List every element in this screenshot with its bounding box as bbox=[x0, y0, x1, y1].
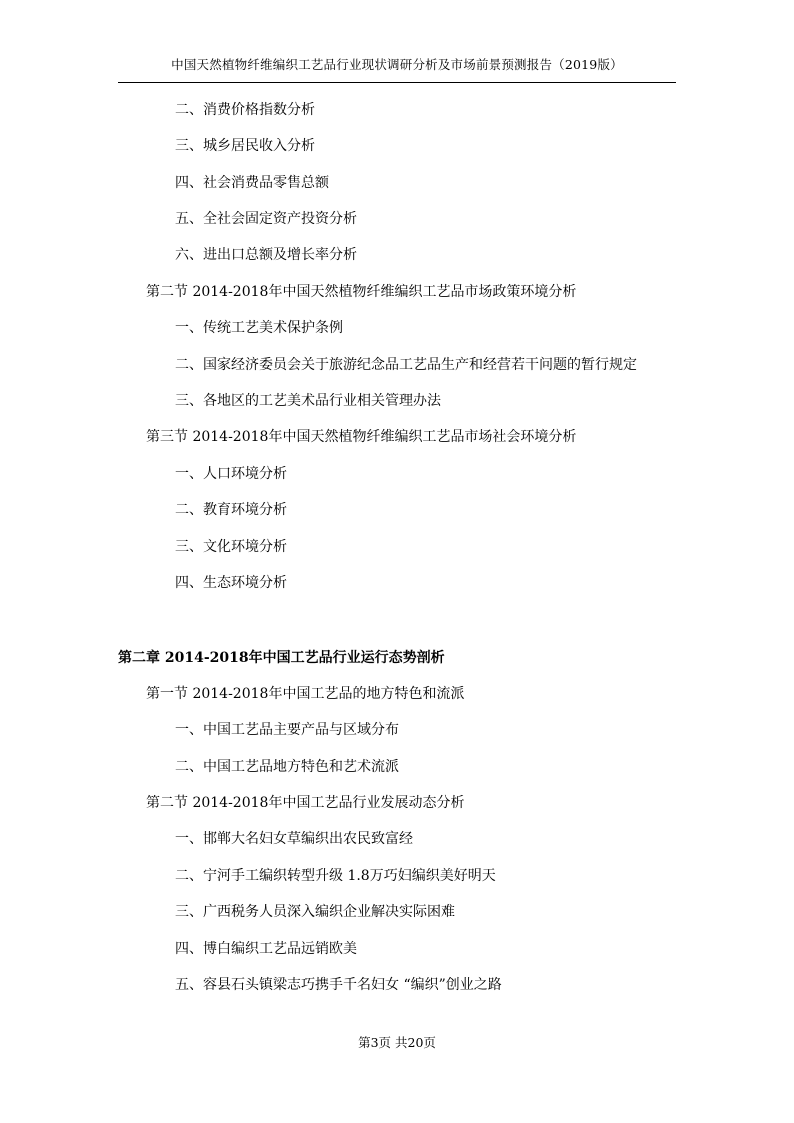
toc-entry-item: 四、社会消费品零售总额 bbox=[175, 175, 329, 191]
toc-entry-item: 一、邯郸大名妇女草编织出农民致富经 bbox=[175, 831, 413, 847]
toc-entry-chapter: 第二章 2014-2018年中国工艺品行业运行态势剖析 bbox=[118, 650, 445, 666]
toc-entry-item: 六、进出口总额及增长率分析 bbox=[175, 247, 357, 263]
page-number-footer: 第3页 共20页 bbox=[358, 1035, 436, 1050]
toc-entry-item: 二、消费价格指数分析 bbox=[175, 102, 315, 118]
toc-entry-item: 一、中国工艺品主要产品与区域分布 bbox=[175, 722, 399, 738]
toc-entry-item: 五、全社会固定资产投资分析 bbox=[175, 211, 357, 227]
toc-entry-section: 第二节 2014-2018年中国天然植物纤维编织工艺品市场政策环境分析 bbox=[146, 284, 577, 300]
toc-entry-section: 第二节 2014-2018年中国工艺品行业发展动态分析 bbox=[146, 795, 465, 811]
toc-entry-item: 一、传统工艺美术保护条例 bbox=[175, 320, 343, 336]
toc-entry-item: 三、文化环境分析 bbox=[175, 539, 287, 555]
toc-entry-item: 一、人口环境分析 bbox=[175, 466, 287, 482]
toc-entry-item: 二、教育环境分析 bbox=[175, 502, 287, 518]
page-header-title: 中国天然植物纤维编织工艺品行业现状调研分析及市场前景预测报告（2019版） bbox=[171, 57, 623, 72]
toc-entry-item: 五、容县石头镇梁志巧携手千名妇女 “编织”创业之路 bbox=[175, 977, 502, 993]
toc-entry-item: 二、国家经济委员会关于旅游纪念品工艺品生产和经营若干问题的暂行规定 bbox=[175, 357, 637, 373]
toc-entry-item: 三、广西税务人员深入编织企业解决实际困难 bbox=[175, 904, 455, 920]
toc-entry-item: 二、中国工艺品地方特色和艺术流派 bbox=[175, 759, 399, 775]
toc-entry-section: 第一节 2014-2018年中国工艺品的地方特色和流派 bbox=[146, 686, 465, 702]
toc-entry-item: 四、生态环境分析 bbox=[175, 575, 287, 591]
toc-entry-item: 四、博白编织工艺品远销欧美 bbox=[175, 941, 357, 957]
toc-entry-item: 二、宁河手工编织转型升级 1.8万巧妇编织美好明天 bbox=[175, 868, 496, 884]
toc-entry-item: 三、城乡居民收入分析 bbox=[175, 138, 315, 154]
toc-entry-section: 第三节 2014-2018年中国天然植物纤维编织工艺品市场社会环境分析 bbox=[146, 429, 577, 445]
header-divider bbox=[118, 82, 676, 83]
toc-entry-item: 三、各地区的工艺美术品行业相关管理办法 bbox=[175, 393, 441, 409]
